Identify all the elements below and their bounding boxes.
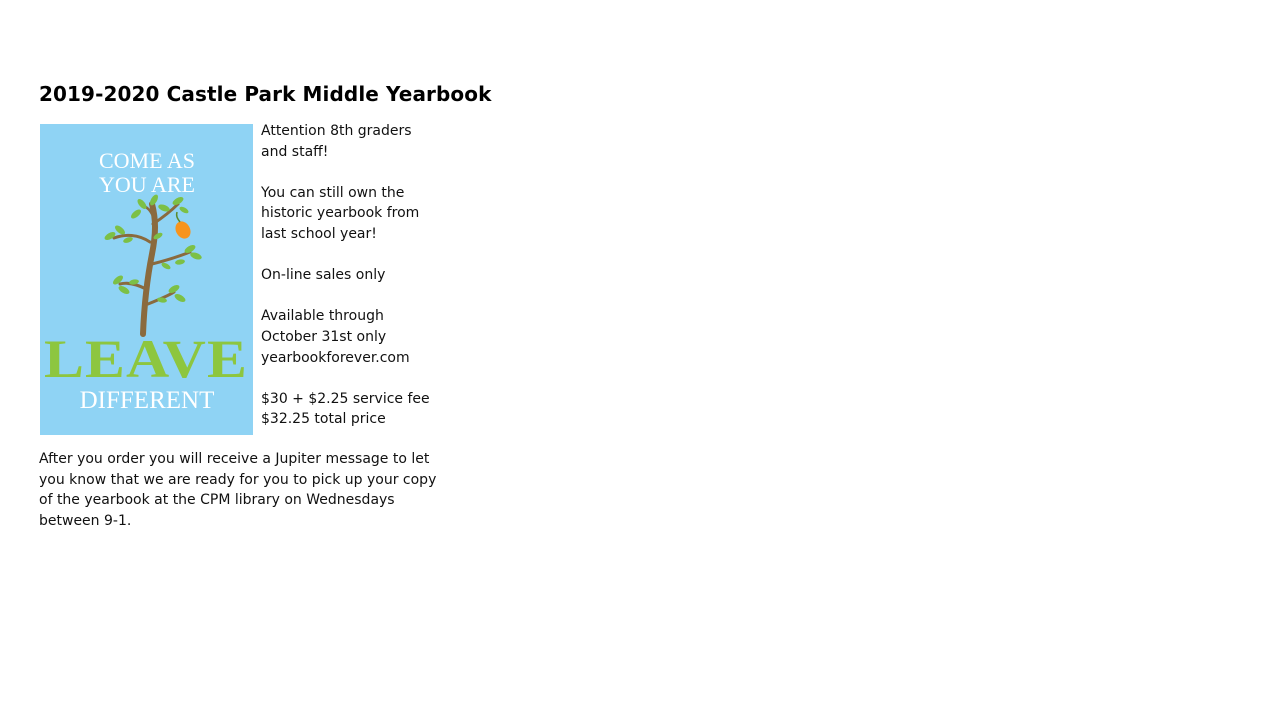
price-line-2: $32.25 total price	[261, 411, 386, 428]
cover-line-different: DIFFERENT	[79, 387, 215, 414]
page-title: 2019-2020 Castle Park Middle Yearbook	[39, 82, 492, 106]
attention-paragraph	[261, 121, 451, 162]
own-line-3: last school year!	[261, 225, 377, 242]
cover-leave-word: LEAVE	[44, 329, 248, 389]
yearbook-cover-art	[40, 124, 253, 435]
pickup-line-3: of the yearbook at the CPM library on Wednesdays	[39, 492, 395, 509]
availability-line-2: October 31st only	[261, 328, 387, 345]
pickup-line-1: After you order you will receive a Jupiter message to let	[39, 451, 430, 467]
own-line-2: historic yearbook from	[261, 205, 420, 222]
pickup-line-4: between 9-1.	[39, 512, 132, 529]
price-line-1: $30 + $2.25 service fee	[261, 390, 430, 407]
attention-line-1: Attention 8th graders	[261, 123, 412, 139]
online-sales-paragraph	[261, 265, 451, 286]
availability-paragraph	[261, 306, 451, 368]
online-sales-line: On-line sales only	[261, 267, 386, 284]
website-text: yearbookforever.com	[261, 349, 410, 366]
cover-line-come-as: COME AS	[99, 148, 195, 173]
availability-line-1: Available through	[261, 308, 384, 325]
pickup-line-2: you know that we are ready for you to pick up your copy	[39, 471, 437, 488]
announcement-text	[261, 121, 451, 451]
own-line-1: You can still own the	[261, 184, 405, 201]
price-paragraph	[261, 389, 451, 430]
attention-line-2: and staff!	[261, 143, 329, 160]
yearbook-cover-image	[40, 124, 253, 435]
cover-line-you-are: YOU ARE	[99, 172, 195, 197]
own-yearbook-paragraph	[261, 183, 451, 245]
pickup-instructions	[39, 449, 449, 531]
